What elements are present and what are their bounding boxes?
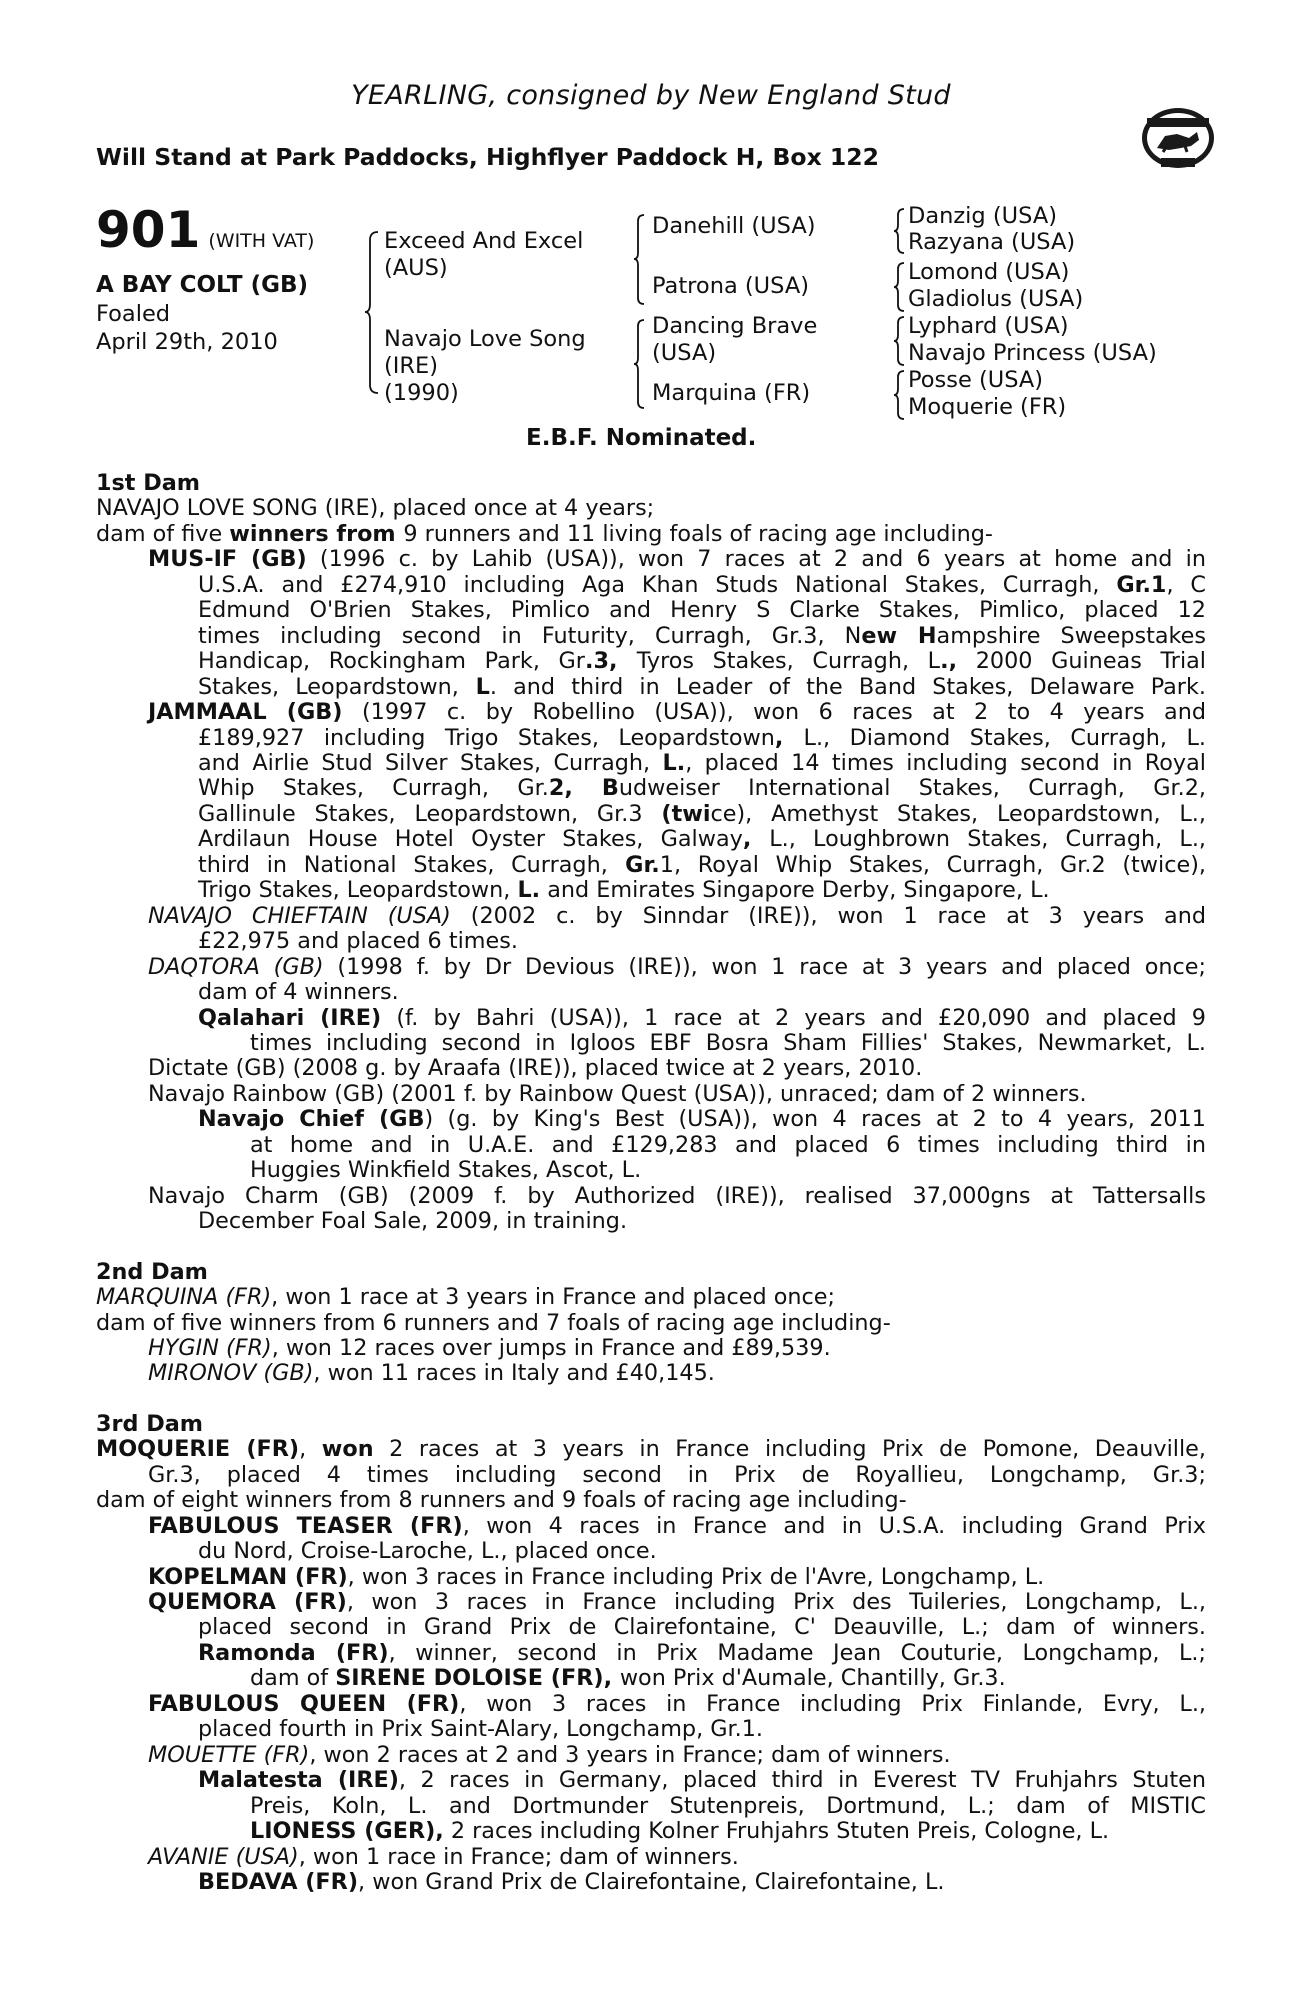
pedigree-brace-sire [633, 213, 645, 306]
sire-dam: Patrona (USA) [652, 273, 810, 299]
stand-location: Will Stand at Park Paddocks, Highflyer Paddock H, Box 122 [96, 143, 879, 171]
dam1-line: December Foal Sale, 2009, in training. [198, 1208, 628, 1235]
dam1-line: dam of 4 winners. [198, 979, 399, 1006]
dam1-line: dam of five winners from 9 runners and 11 living foals of racing age including- [96, 520, 993, 547]
dam1-line: and Airlie Stud Silver Stakes, Curragh, L., placed 14 times including second in Royal [198, 749, 1206, 776]
third-dam-heading: 3rd Dam [96, 1410, 204, 1437]
dam1-line: Qalahari (IRE) (f. by Bahri (USA)), 1 race at 2 years and £20,090 and placed 9 [198, 1004, 1206, 1031]
dam-sire-dam: Navajo Princess (USA) [908, 340, 1157, 366]
foaled-label: Foaled [96, 301, 171, 327]
dam2-line: MARQUINA (FR), won 1 race at 3 years in France and placed once; [96, 1284, 835, 1311]
pedigree-brace-sd [893, 261, 905, 313]
dam2-line: dam of five winners from 6 runners and 7 foals of racing age including- [96, 1309, 891, 1336]
sire-dam-dam: Gladiolus (USA) [908, 286, 1084, 312]
dam1-line: Navajo Chief (GB) (g. by King's Best (USA)), won 4 races at 2 to 4 years, 2011 [198, 1106, 1206, 1133]
second-dam-heading: 2nd Dam [96, 1258, 208, 1285]
dam-dam: Marquina (FR) [652, 380, 811, 406]
dam3-line: Malatesta (IRE), 2 races in Germany, placed third in Everest TV Fruhjahrs Stuten [198, 1767, 1206, 1794]
lot-header [96, 201, 315, 259]
dam1-line: £22,975 and placed 6 times. [198, 928, 518, 955]
lot-number: 901 [96, 201, 201, 259]
dam1-line: Whip Stakes, Curragh, Gr.2, Budweiser International Stakes, Curragh, Gr.2, [198, 775, 1206, 802]
consignment-line: YEARLING, consigned by New England Stud [351, 80, 951, 111]
dam1-line: times including second in Igloos EBF Bosra Sham Fillies' Stakes, Newmarket, L. [250, 1029, 1206, 1056]
sire-sire-sire: Danzig (USA) [908, 203, 1057, 229]
dam3-line: AVANIE (USA), won 1 race in France; dam of winners. [148, 1843, 739, 1870]
dam3-line: Ramonda (FR), winner, second in Prix Madame Jean Couturie, Longchamp, L.; [198, 1639, 1206, 1666]
dam3-line: KOPELMAN (FR), won 3 races in France including Prix de l'Avre, Longchamp, L. [148, 1563, 1045, 1590]
dam3-line: MOQUERIE (FR), won 2 races at 3 years in France including Prix de Pomone, Deauville, [96, 1436, 1206, 1463]
dam1-line: Ardilaun House Hotel Oyster Stakes, Galway, L., Loughbrown Stakes, Curragh, L., [198, 826, 1207, 853]
pedigree-brace-main [364, 230, 380, 395]
lot-name: A BAY COLT (GB) [96, 272, 309, 298]
produce-record [96, 471, 1206, 1895]
sire: Exceed And Excel (AUS) [384, 228, 584, 281]
dam: Navajo Love Song (IRE) (1990) [384, 326, 586, 406]
dam2-line: HYGIN (FR), won 12 races over jumps in France and £89,539. [148, 1334, 831, 1361]
dam3-line: BEDAVA (FR), won Grand Prix de Clairefontaine, Clairefontaine, L. [198, 1869, 945, 1896]
dam-dam-sire: Posse (USA) [908, 367, 1044, 393]
dam1-line: at home and in U.A.E. and £129,283 and placed 6 times including third in [250, 1131, 1206, 1158]
dam1-line: third in National Stakes, Curragh, Gr.1, Royal Whip Stakes, Curragh, Gr.2 (twice), [198, 851, 1206, 878]
dam3-line: placed fourth in Prix Saint-Alary, Longchamp, Gr.1. [198, 1716, 763, 1743]
first-dam-heading: 1st Dam [96, 470, 200, 496]
foaled-date: April 29th, 2010 [96, 329, 278, 355]
dam1-line: MUS-IF (GB) (1996 c. by Lahib (USA)), won 7 races at 2 and 6 years at home and in [148, 546, 1206, 573]
dam1-line: Handicap, Rockingham Park, Gr.3, Tyros Stakes, Curragh, L., 2000 Guineas Trial [198, 648, 1207, 675]
pedigree-brace-dam [633, 318, 645, 410]
dam3-line: LIONESS (GER), 2 races including Kolner Fruhjahrs Stuten Preis, Cologne, L. [250, 1818, 1110, 1845]
dam-sire-sire: Lyphard (USA) [908, 313, 1069, 339]
dam3-line: QUEMORA (FR), won 3 races in France including Prix des Tuileries, Longchamp, L., [148, 1589, 1207, 1616]
dam1-line: Navajo Charm (GB) (2009 f. by Authorized (IRE)), realised 37,000gns at Tattersalls [148, 1182, 1206, 1209]
dam1-line: JAMMAAL (GB) (1997 c. by Robellino (USA)), won 6 races at 2 to 4 years and [148, 699, 1207, 726]
dam3-line: placed second in Grand Prix de Clairefontaine, C' Deauville, L.; dam of winners. [198, 1614, 1206, 1641]
ebf-nominated: E.B.F. Nominated. [526, 425, 757, 451]
dam1-line: U.S.A. and £274,910 including Aga Khan Studs National Stakes, Curragh, Gr.1, C [198, 571, 1206, 598]
sire-sire-dam: Razyana (USA) [908, 229, 1076, 255]
pedigree-brace-dd [893, 369, 905, 421]
dam1-line: Trigo Stakes, Leopardstown, L. and Emirates Singapore Derby, Singapore, L. [198, 877, 1050, 904]
dam2-line: MIRONOV (GB), won 11 races in Italy and £40,145. [148, 1360, 715, 1387]
dam1-line: Dictate (GB) (2008 g. by Araafa (IRE)), placed twice at 2 years, 2010. [148, 1055, 923, 1082]
dam3-line: MOUETTE (FR), won 2 races at 2 and 3 years in France; dam of winners. [148, 1741, 951, 1768]
dam-dam-dam: Moquerie (FR) [908, 394, 1067, 420]
dam3-line: FABULOUS QUEEN (FR), won 3 races in France including Prix Finlande, Evry, L., [148, 1690, 1206, 1717]
dam1-line: Stakes, Leopardstown, L. and third in Leader of the Band Stakes, Delaware Park. [198, 673, 1206, 700]
dam3-line: FABULOUS TEASER (FR), won 4 races in France and in U.S.A. including Grand Prix [148, 1512, 1206, 1539]
dam1-line: Gallinule Stakes, Leopardstown, Gr.3 (twice), Amethyst Stakes, Leopardstown, L., [198, 800, 1206, 827]
dam1-line: Navajo Rainbow (GB) (2001 f. by Rainbow Quest (USA)), unraced; dam of 2 winners. [148, 1080, 1087, 1107]
dam3-line: Gr.3, placed 4 times including second in Prix de Royallieu, Longchamp, Gr.3; [148, 1461, 1206, 1488]
dam3-line: dam of eight winners from 8 runners and 9 foals of racing age including- [96, 1487, 907, 1514]
dam3-line: dam of SIRENE DOLOISE (FR), won Prix d'Aumale, Chantilly, Gr.3. [250, 1665, 1006, 1692]
dam1-line: Huggies Winkfield Stakes, Ascot, L. [250, 1157, 642, 1184]
sire-dam-sire: Lomond (USA) [908, 259, 1070, 285]
dam1-line: £189,927 including Trigo Stakes, Leopardstown, L., Diamond Stakes, Curragh, L. [198, 724, 1206, 751]
dam-sire: Dancing Brave (USA) [652, 313, 818, 366]
dam3-line: Preis, Koln, L. and Dortmunder Stutenpreis, Dortmund, L.; dam of MISTIC [250, 1792, 1206, 1819]
pedigree-brace-ss [893, 207, 905, 255]
dam1-line: NAVAJO CHIEFTAIN (USA) (2002 c. by Sinndar (IRE)), won 1 race at 3 years and [148, 902, 1206, 929]
yearling-bonus-badge-icon [1137, 96, 1219, 188]
dam1-line: DAQTORA (GB) (1998 f. by Dr Devious (IRE)), won 1 race at 3 years and placed once; [148, 953, 1206, 980]
dam1-line: NAVAJO LOVE SONG (IRE), placed once at 4 years; [96, 495, 655, 522]
dam1-line: times including second in Futurity, Curragh, Gr.3, New Hampshire Sweepstakes [198, 622, 1206, 649]
vat-note: (WITH VAT) [208, 230, 315, 252]
pedigree-brace-ds [893, 315, 905, 367]
dam3-line: du Nord, Croise-Laroche, L., placed once. [198, 1538, 657, 1565]
dam1-line: Edmund O'Brien Stakes, Pimlico and Henry S Clarke Stakes, Pimlico, placed 12 [198, 597, 1206, 624]
sire-sire: Danehill (USA) [652, 213, 816, 239]
